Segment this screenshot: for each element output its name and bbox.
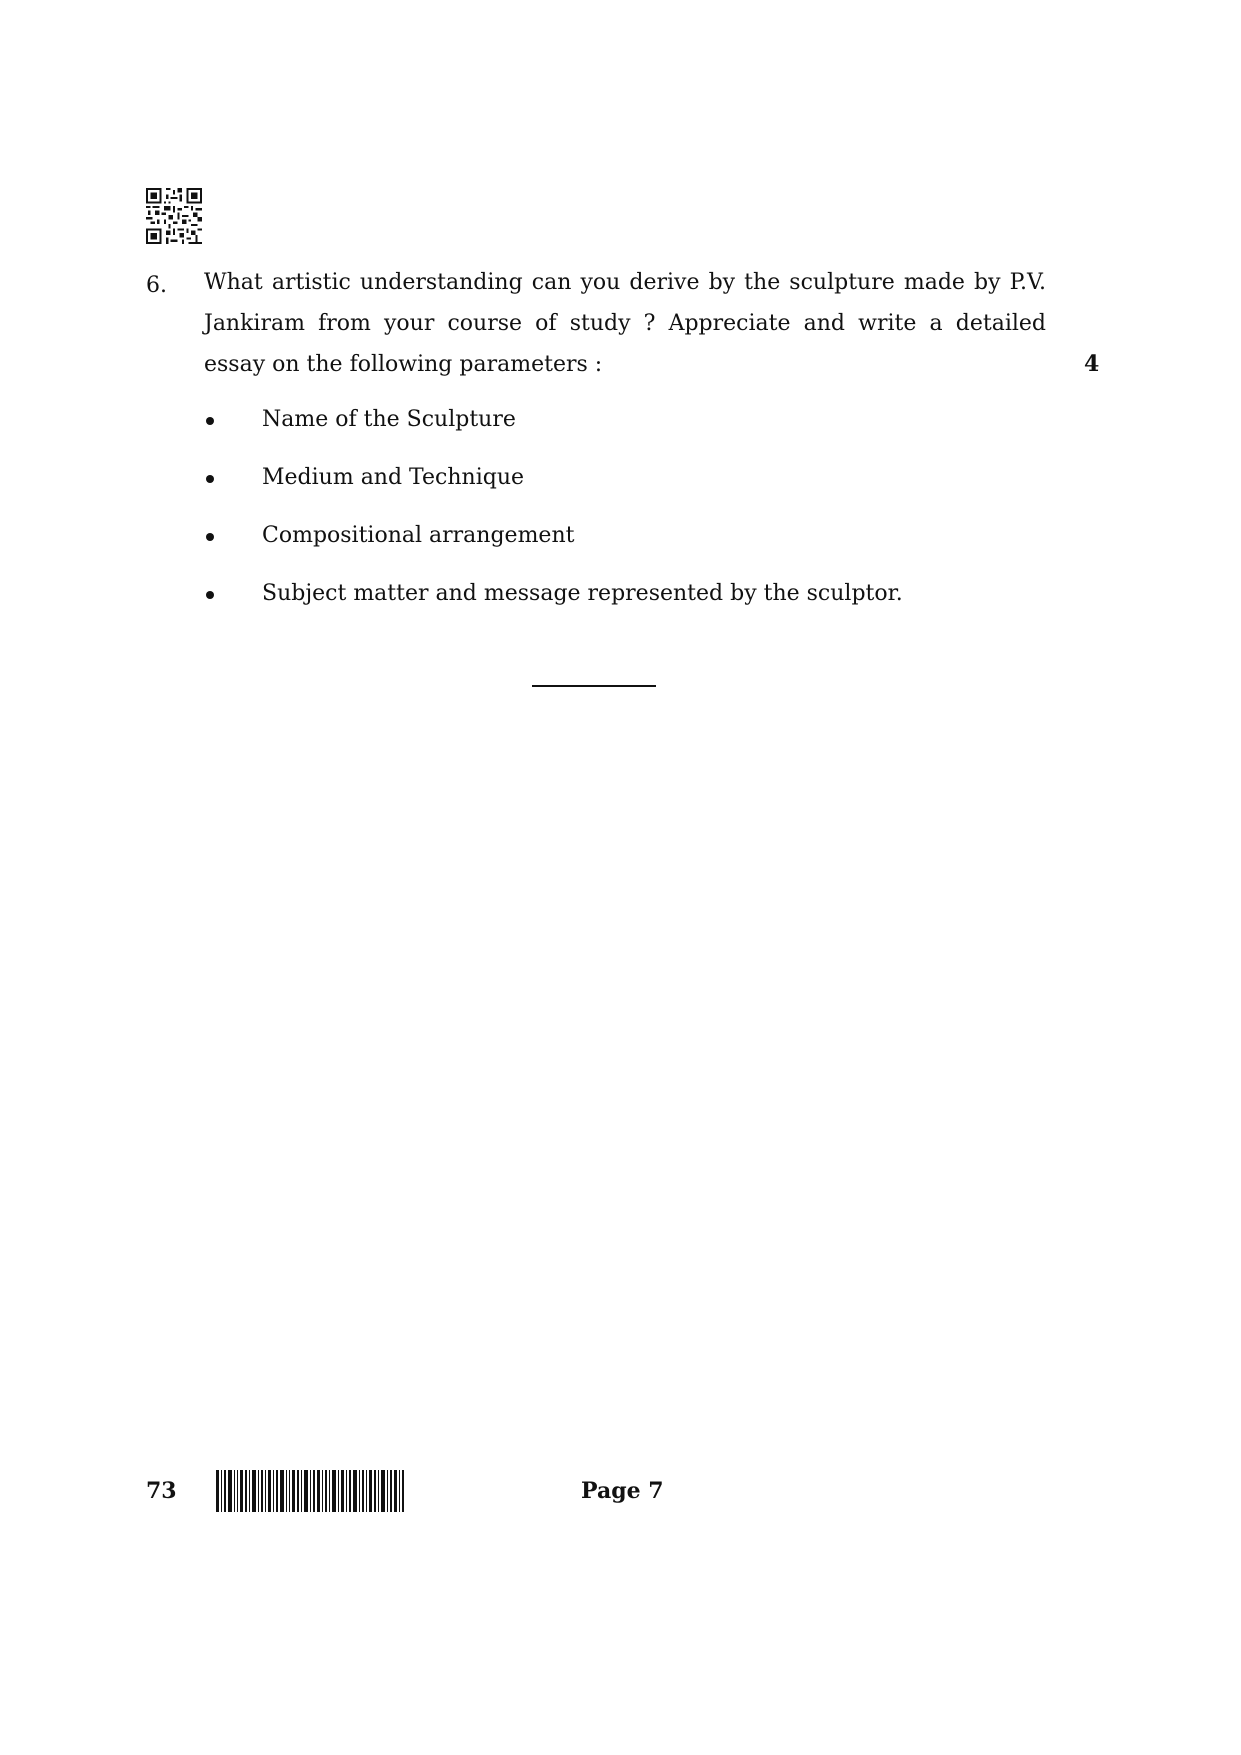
parameter-text: Compositional arrangement <box>262 523 575 548</box>
question-text: What artistic understanding can you derive by the sculpture made by P.V. Jankiram from your course of study ? Appreciate and write a detailed essay on the following parameters : <box>204 270 1046 377</box>
question-number: 6. <box>146 273 167 298</box>
question-marks: 4 <box>1084 351 1100 377</box>
parameter-text: Subject matter and message represented by the sculptor. <box>262 581 903 606</box>
barcode-icon <box>216 1470 404 1512</box>
end-of-question-rule <box>532 685 656 687</box>
parameter-list <box>200 400 903 632</box>
bullet-icon <box>206 591 214 599</box>
paper-code: 73 <box>146 1478 177 1504</box>
parameter-text: Name of the Sculpture <box>262 407 516 432</box>
qr-code-icon <box>146 188 202 244</box>
list-item <box>200 458 903 516</box>
page-number: Page 7 <box>581 1478 664 1504</box>
parameter-text: Medium and Technique <box>262 465 525 490</box>
list-item <box>200 400 903 458</box>
list-item <box>200 574 903 632</box>
bullet-icon <box>206 475 214 483</box>
bullet-icon <box>206 533 214 541</box>
bullet-icon <box>206 417 214 425</box>
list-item <box>200 516 903 574</box>
